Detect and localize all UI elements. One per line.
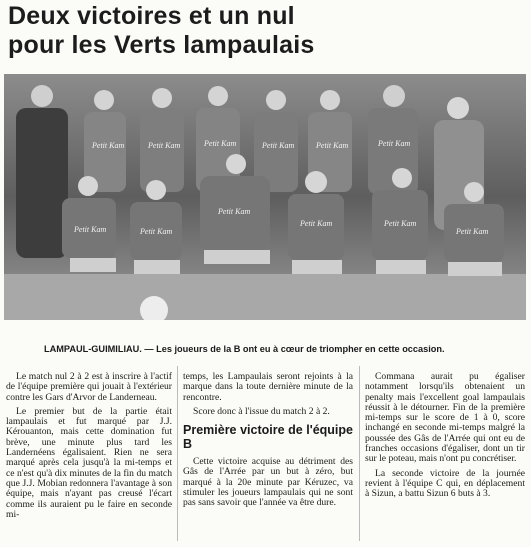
paragraph: Le match nul 2 à 2 est à inscrire à l'actif de l'équipe première qui jouait à l'extérieur contre les Gars d'Arvor de Landerneau. (6, 371, 172, 403)
paragraph: temps, les Lampaulais seront rejoints à la marque dans la toute dernière minute de la rencontre. (183, 371, 353, 403)
headline-line-1: Deux victoires et un nul (8, 2, 295, 30)
jersey-label: Petit Kam (456, 227, 489, 236)
headline-line-2: pour les Verts lampaulais (8, 31, 315, 59)
column-1 (6, 372, 172, 524)
headline (8, 2, 528, 60)
paragraph: Score donc à l'issue du match 2 à 2. (193, 405, 330, 417)
column-3 (365, 372, 525, 504)
jersey-label: Petit Kam (384, 219, 417, 228)
paragraph: La seconde victoire de la journée revient à l'équipe C qui, en déplacement à Sizun, a battu Sizun 6 buts à 3. (365, 467, 525, 500)
jersey-label: Petit Kam (218, 207, 251, 216)
caption-text: — Les joueurs de la B ont eu à cœur de triompher en cette occasion. (141, 344, 445, 354)
paragraph: Commana aurait pu égaliser notamment lorsqu'ils obtenaient un penalty mais l'excellent goal lampaulais réussit à le détourner. Fin de la première mi-temps sur le score de 1 à 0, score inchangé en seconde mi-temps malgré la poussée des Gâs de l'Arrée qui ont eu de franches occasions d'égaliser, dont un tir sur le poteau, mais n'ont pu concrétiser. (365, 371, 525, 465)
column-2 (183, 372, 353, 513)
column-divider (177, 366, 178, 541)
jersey-label: Petit Kam (204, 139, 237, 148)
column-divider (359, 366, 360, 541)
jersey-label: Petit Kam (140, 227, 173, 236)
caption-place: LAMPAUL-GUIMILIAU. (44, 344, 142, 354)
jersey-label: Petit Kam (262, 141, 295, 150)
photo-caption (6, 344, 526, 354)
paragraph: Le premier but de la partie était lampaulais et fut marqué par J.J. Kérouanton, mais cette domination fut brève, une minute plus tard les Landernéens égalisaient. Rien ne sera marqué après cela jusqu'à la mi-temps et ce n'est qu'à dix minutes de la fin du match que J.J. Mobian redonnera l'avantage à son équipe, mais n'ayant pas creusé l'écart comme ils auraient pu le faire en seconde mi- (6, 405, 172, 520)
team-photo (4, 74, 526, 320)
subheading: Première victoire de l'équipe B (183, 423, 353, 452)
jersey-label: Petit Kam (92, 141, 125, 150)
jersey-label: Petit Kam (378, 139, 411, 148)
jersey-label: Petit Kam (148, 141, 181, 150)
paragraph: Cette victoire acquise au détriment des Gâs de l'Arrée par un but à zéro, but marqué à la 20e minute par Kéruzec, va stimuler les joueurs lampaulais qui ne sont pas sans savoir que l'année va être dure. (183, 456, 353, 509)
jersey-label: Petit Kam (316, 141, 349, 150)
jersey-label: Petit Kam (300, 219, 333, 228)
jersey-label: Petit Kam (74, 225, 107, 234)
